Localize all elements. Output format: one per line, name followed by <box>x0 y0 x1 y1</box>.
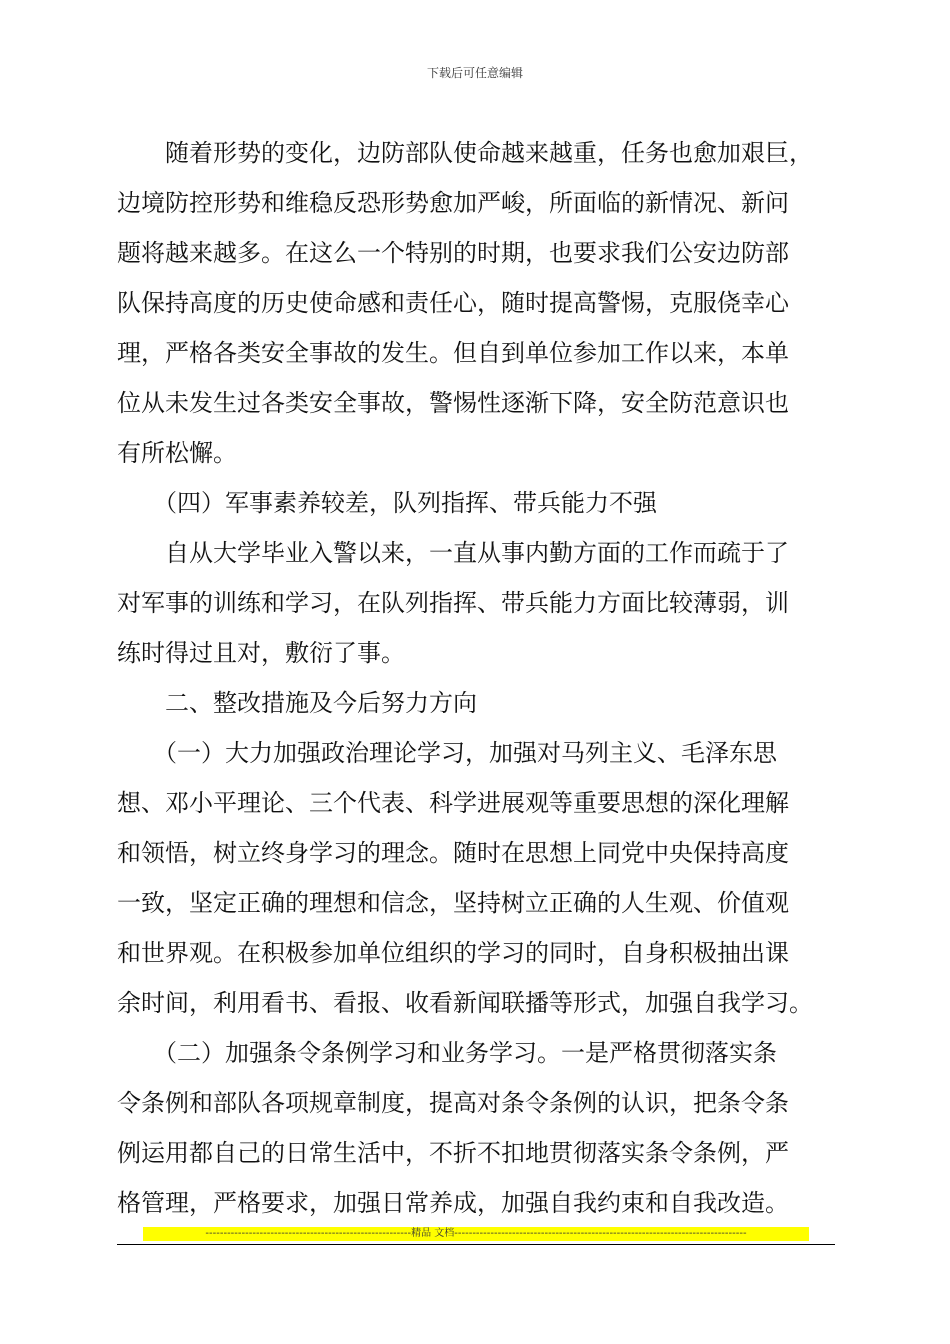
paragraph <box>117 1028 837 1228</box>
text-line: 对军事的训练和学习，在队列指挥、带兵能力方面比较薄弱，训 <box>117 589 789 617</box>
text-line: 和领悟，树立终身学习的理念。随时在思想上同党中央保持高度 <box>117 839 789 867</box>
text-line: 余时间，利用看书、看报、收看新闻联播等形式，加强自我学习。 <box>117 989 813 1017</box>
text-line: 二、整改措施及今后努力方向 <box>117 689 477 717</box>
text-line: （二）加强条令条例学习和业务学习。一是严格贯彻落实条 <box>117 1039 777 1067</box>
text-line: 位从未发生过各类安全事故，警惕性逐渐下降，安全防范意识也 <box>117 389 789 417</box>
paragraph <box>117 728 837 1028</box>
text-line: 随着形势的变化，边防部队使命越来越重，任务也愈加艰巨， <box>117 139 813 167</box>
paragraph <box>117 128 837 478</box>
document-body <box>117 128 837 1228</box>
text-line: 练时得过且对，敷衍了事。 <box>117 639 405 667</box>
text-line: 例运用都自己的日常生活中，不折不扣地贯彻落实条令条例，严 <box>117 1139 789 1167</box>
text-line: 令条例和部队各项规章制度，提高对条令条例的认识，把条令条 <box>117 1089 789 1117</box>
footer-rule <box>117 1244 835 1245</box>
text-line: 理，严格各类安全事故的发生。但自到单位参加工作以来，本单 <box>117 339 789 367</box>
footer-watermark: ---------------------------------------------------------精品 文档--------------------------------------------------------------------------------- <box>143 1227 809 1241</box>
text-line: 有所松懈。 <box>117 439 237 467</box>
text-line: （一）大力加强政治理论学习，加强对马列主义、毛泽东思 <box>117 739 777 767</box>
text-line: 自从大学毕业入警以来，一直从事内勤方面的工作而疏于了 <box>117 539 789 567</box>
text-line: 格管理，严格要求，加强日常养成，加强自我约束和自我改造。 <box>117 1189 789 1217</box>
paragraph <box>117 528 837 678</box>
text-line: 题将越来越多。在这么一个特别的时期，也要求我们公安边防部 <box>117 239 789 267</box>
paragraph <box>117 478 837 528</box>
text-line: 队保持高度的历史使命感和责任心，随时提高警惕，克服侥幸心 <box>117 289 789 317</box>
text-line: 和世界观。在积极参加单位组织的学习的同时，自身积极抽出课 <box>117 939 789 967</box>
text-line: 一致，坚定正确的理想和信念，坚持树立正确的人生观、价值观 <box>117 889 789 917</box>
text-line: （四）军事素养较差，队列指挥、带兵能力不强 <box>117 489 657 517</box>
text-line: 想、邓小平理论、三个代表、科学进展观等重要思想的深化理解 <box>117 789 789 817</box>
text-line: 边境防控形势和维稳反恐形势愈加严峻，所面临的新情况、新问 <box>117 189 789 217</box>
page-header: 下载后可任意编辑 <box>426 66 523 80</box>
paragraph <box>117 678 837 728</box>
